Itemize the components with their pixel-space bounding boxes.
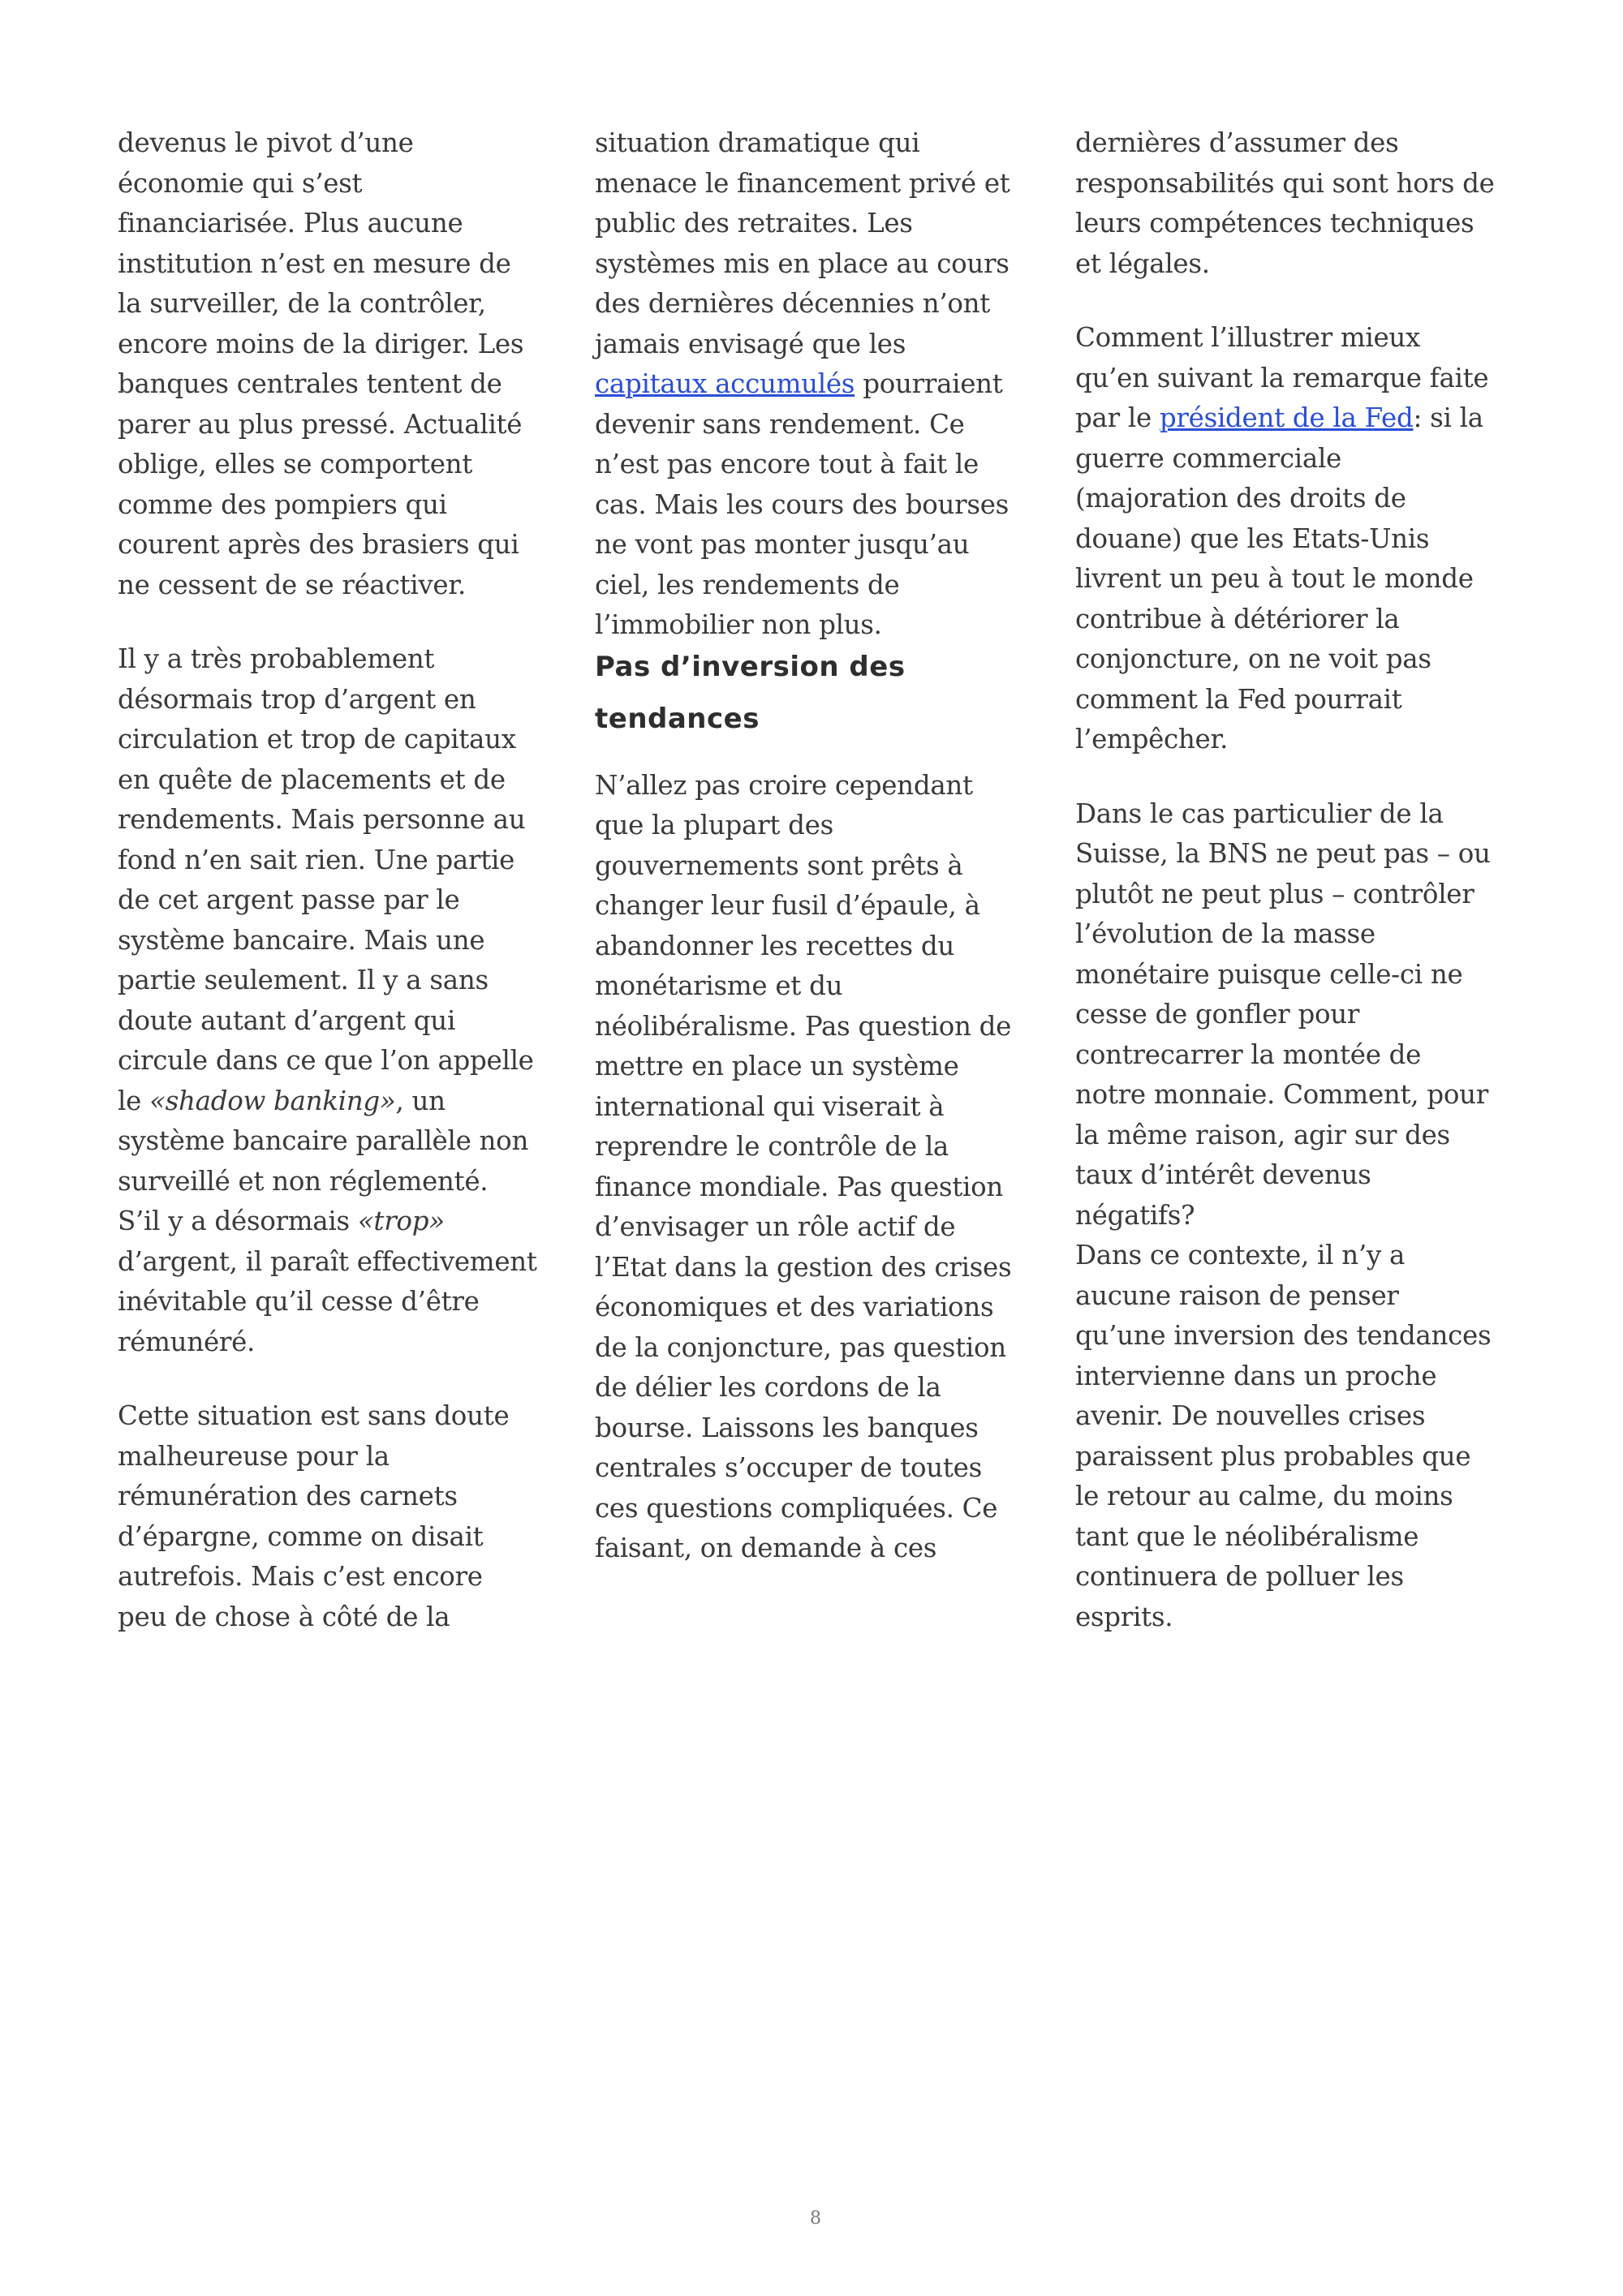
text-line: cas. Mais les cours des bourses: [595, 488, 1010, 520]
text-line: dernières d’assumer des: [1075, 127, 1399, 158]
text-line: ne vont pas monter jusqu’au: [595, 529, 970, 560]
text-line: qu’une inversion des tendances: [1075, 1320, 1492, 1351]
text-line: autrefois. Mais c’est encore: [118, 1561, 483, 1592]
paragraph: [118, 123, 572, 605]
text-run: S’il y a désormais: [118, 1206, 358, 1236]
text-line: qu’en suivant la remarque faite: [1075, 362, 1489, 393]
text-line: plutôt ne peut plus – contrôler: [1075, 878, 1474, 909]
text-line: l’empêcher.: [1075, 724, 1229, 755]
text-column-2: [595, 123, 1049, 1569]
text-line: rendements. Mais personne au: [118, 804, 526, 835]
text-line: inévitable qu’il cesse d’être: [118, 1286, 480, 1317]
text-line: la même raison, agir sur des: [1075, 1119, 1450, 1150]
link-president-fed[interactable]: président de la Fed: [1159, 402, 1414, 433]
text-run: : si la: [1413, 402, 1483, 433]
text-line: jamais envisagé que les: [595, 328, 906, 359]
page-number: 8: [810, 2208, 821, 2229]
text-line: contribue à détériorer la: [1075, 603, 1400, 634]
text-line: l’immobilier non plus.: [595, 609, 882, 640]
text-line: l’évolution de la masse: [1075, 918, 1375, 949]
paragraph: [1075, 794, 1530, 1236]
text-line: centrales s’occuper de toutes: [595, 1452, 982, 1483]
text-line: Dans ce contexte, il n’y a: [1075, 1240, 1406, 1271]
paragraph-lines: [1075, 439, 1530, 760]
text-line: des dernières décennies n’ont: [595, 288, 991, 319]
text-line: cesse de gonfler pour: [1075, 999, 1360, 1030]
text-line: banques centrales tentent de: [118, 368, 502, 399]
text-line: reprendre le contrôle de la: [595, 1131, 949, 1162]
text-line: Dans le cas particulier de la: [1075, 798, 1444, 829]
text-line: ne cessent de se réactiver.: [118, 569, 467, 600]
text-run: pourraient: [855, 368, 1003, 399]
text-line: partie seulement. Il y a sans: [118, 965, 489, 995]
text-run: par le: [1075, 402, 1160, 433]
text-line: esprits.: [1075, 1601, 1173, 1632]
text-line: de la conjoncture, pas question: [595, 1331, 1006, 1363]
paragraph-shadow-banking: [118, 639, 572, 1362]
text-line: paraissent plus probables que: [1075, 1440, 1471, 1472]
text-line: faisant, on demande à ces: [595, 1533, 937, 1563]
italic-term-trop: «trop»: [357, 1206, 445, 1236]
text-line: et légales.: [1075, 247, 1210, 279]
text-line: changer leur fusil d’épaule, à: [595, 890, 980, 921]
text-line: intervienne dans un proche: [1075, 1360, 1437, 1391]
text-line: circulation et trop de capitaux: [118, 724, 516, 755]
text-line: abandonner les recettes du: [595, 930, 954, 961]
paragraph: [118, 1396, 572, 1637]
text-line: gouvernements sont prêts à: [595, 849, 963, 881]
text-line: notre monnaie. Comment, pour: [1075, 1079, 1488, 1110]
text-line: la surveiller, de la contrôler,: [118, 288, 486, 319]
text-run: le: [118, 1085, 150, 1116]
text-line: livrent un peu à tout le monde: [1075, 563, 1474, 594]
text-line: [1075, 398, 1530, 439]
text-line: fond n’en sait rien. Une partie: [118, 844, 515, 875]
text-column-1: [118, 123, 572, 1637]
text-line: Pas d’inversion des: [595, 650, 906, 683]
text-line: avenir. De nouvelles crises: [1075, 1400, 1426, 1431]
text-line: Il y a très probablement: [118, 643, 435, 674]
text-line: bourse. Laissons les banques: [595, 1412, 979, 1443]
text-line: d’envisager un rôle actif de: [595, 1211, 956, 1242]
text-line: malheureuse pour la: [118, 1440, 390, 1472]
text-line: parer au plus pressé. Actualité: [118, 408, 523, 440]
text-line: surveillé et non réglementé.: [118, 1165, 489, 1197]
text-line: (majoration des droits de: [1075, 483, 1406, 514]
text-line: responsabilités qui sont hors de: [1075, 167, 1495, 199]
text-line: doute autant d’argent qui: [118, 1004, 456, 1036]
paragraph: [595, 766, 1049, 1569]
link-capitaux-accumules[interactable]: capitaux accumulés: [595, 368, 855, 399]
text-line: comment la Fed pourrait: [1075, 683, 1402, 715]
text-line: [118, 1202, 572, 1242]
text-line: leurs compétences techniques: [1075, 208, 1474, 239]
text-line: Comment l’illustrer mieux: [1075, 322, 1421, 353]
text-line: système bancaire. Mais une: [118, 924, 485, 956]
paragraph-lines: [595, 123, 1049, 364]
text-line: situation dramatique qui: [595, 127, 920, 158]
paragraph-lines: [118, 1242, 572, 1363]
text-line: guerre commerciale: [1075, 442, 1341, 474]
text-line: [118, 1081, 572, 1122]
section-heading: [595, 641, 1049, 745]
text-line: l’Etat dans la gestion des crises: [595, 1251, 1012, 1283]
text-line: conjoncture, on ne voit pas: [1075, 643, 1431, 674]
text-line: public des retraites. Les: [595, 208, 913, 239]
text-line: [595, 364, 1049, 405]
text-line: monétarisme et du: [595, 970, 843, 1001]
text-line: taux d’intérêt devenus: [1075, 1159, 1371, 1190]
text-line: menace le financement privé et: [595, 167, 1010, 199]
text-line: douane) que les Etats-Unis: [1075, 522, 1430, 554]
paragraph-lines: [118, 1121, 572, 1202]
text-line: en quête de placements et de: [118, 763, 506, 795]
paragraph: [1075, 123, 1530, 284]
text-line: ciel, les rendements de: [595, 569, 900, 600]
text-line: financiarisée. Plus aucune: [118, 208, 463, 239]
text-line: système bancaire parallèle non: [118, 1125, 529, 1156]
text-line: économie qui s’est: [118, 167, 363, 199]
paragraph-lines: [1075, 318, 1530, 398]
text-line: contrecarrer la montée de: [1075, 1038, 1422, 1070]
text-line: de délier les cordons de la: [595, 1372, 941, 1403]
paragraph-fed: [1075, 318, 1530, 760]
text-line: désormais trop d’argent en: [118, 683, 476, 715]
text-line: circule dans ce que l’on appelle: [118, 1045, 534, 1076]
text-line: tendances: [595, 702, 760, 735]
paragraph-retraites: [595, 123, 1049, 646]
text-line: systèmes mis en place au cours: [595, 247, 1010, 279]
text-line: international qui viserait à: [595, 1090, 945, 1122]
text-line: finance mondiale. Pas question: [595, 1171, 1004, 1202]
text-line: économiques et des variations: [595, 1292, 994, 1322]
paragraph: [1075, 1236, 1530, 1637]
paragraph-lines: [118, 639, 572, 1081]
text-run: , un: [395, 1085, 446, 1116]
text-line: de cet argent passe par le: [118, 884, 460, 915]
text-line: d’argent, il paraît effectivement: [118, 1245, 537, 1277]
text-line: continuera de polluer les: [1075, 1561, 1404, 1592]
text-line: néolibéralisme. Pas question de: [595, 1010, 1012, 1042]
text-line: encore moins de la diriger. Les: [118, 328, 524, 359]
text-line: Cette situation est sans doute: [118, 1400, 510, 1431]
text-line: peu de chose à côté de la: [118, 1601, 450, 1632]
text-line: rémunéré.: [118, 1326, 256, 1357]
text-line: n’est pas encore tout à fait le: [595, 449, 979, 479]
text-line: aucune raison de penser: [1075, 1279, 1399, 1311]
paragraph-lines: [595, 405, 1049, 646]
text-line: monétaire puisque celle-ci ne: [1075, 958, 1463, 990]
text-column-3: [1075, 123, 1530, 1637]
text-line: d’épargne, comme on disait: [118, 1520, 484, 1552]
text-line: négatifs?: [1075, 1199, 1195, 1231]
text-line: le retour au calme, du moins: [1075, 1481, 1453, 1511]
text-line: ces questions compliquées. Ce: [595, 1492, 998, 1524]
text-line: courent après des brasiers qui: [118, 529, 519, 560]
text-line: rémunération des carnets: [118, 1481, 458, 1511]
text-line: institution n’est en mesure de: [118, 247, 511, 279]
text-line: oblige, elles se comportent: [118, 449, 473, 479]
text-line: devenir sans rendement. Ce: [595, 408, 965, 440]
text-line: tant que le néolibéralisme: [1075, 1520, 1419, 1552]
text-line: comme des pompiers qui: [118, 488, 447, 520]
text-line: que la plupart des: [595, 810, 833, 841]
text-line: N’allez pas croire cependant: [595, 769, 973, 801]
text-line: devenus le pivot d’une: [118, 127, 414, 158]
text-line: Suisse, la BNS ne peut pas – ou: [1075, 838, 1491, 869]
text-line: mettre en place un système: [595, 1051, 959, 1081]
italic-term-shadow-banking: «shadow banking»: [149, 1085, 396, 1116]
